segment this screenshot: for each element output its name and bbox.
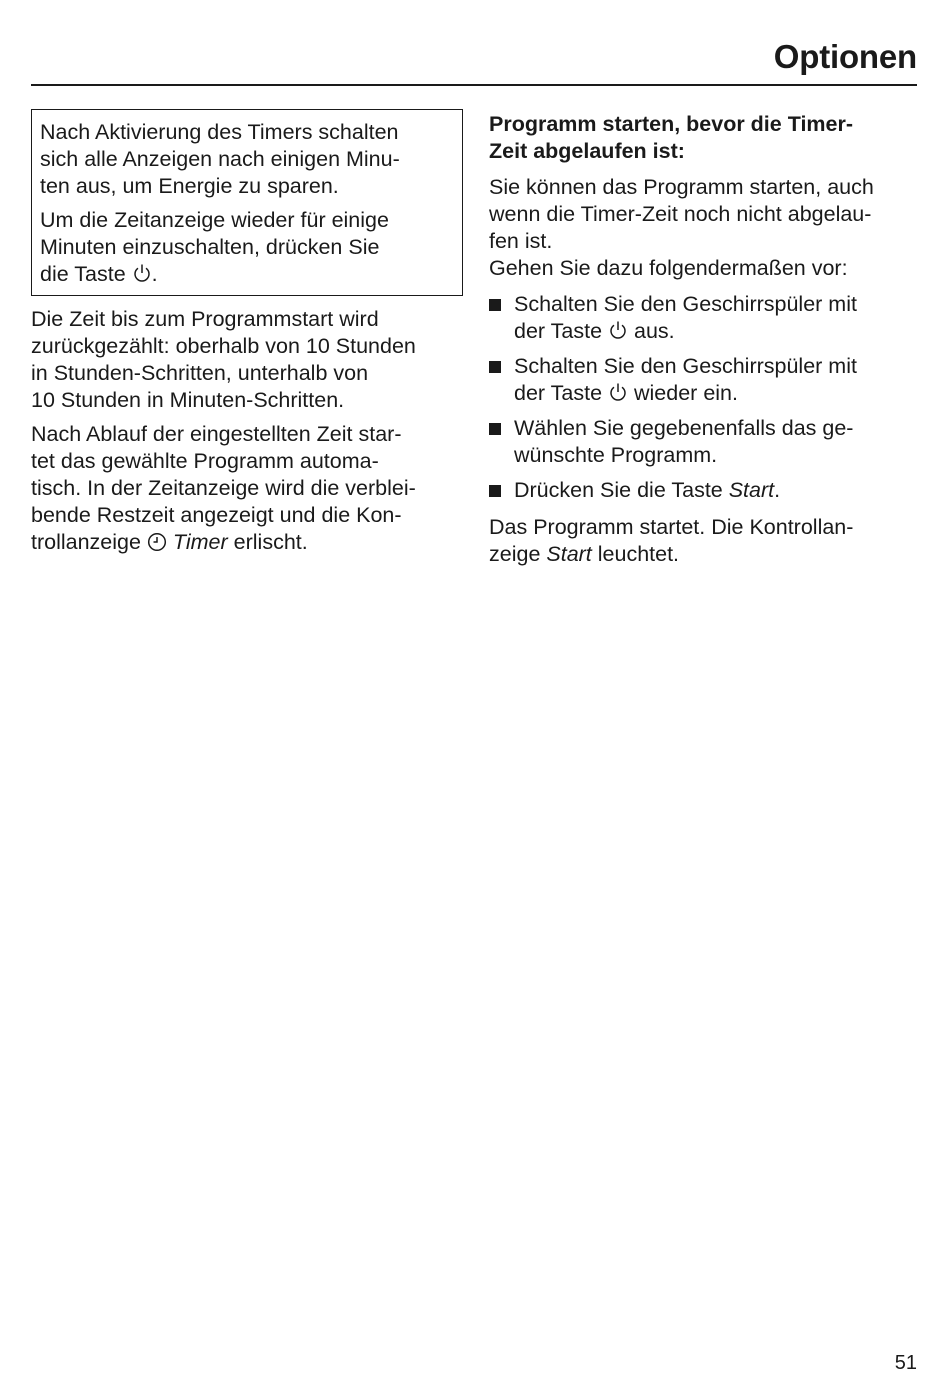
intro-paragraph: Sie können das Programm starten, auch wenn die Timer-Zeit noch nicht abgelau- fen ist. bbox=[489, 175, 874, 253]
bullet-square-icon bbox=[489, 361, 501, 373]
autostart-paragraph-text: Nach Ablauf der eingestellten Zeit star- tet das gewählte Programm automa- tisch. In der Zeitanzeige wird die verblei- bende Restzeit angezeigt und die Kon- trollanzeige bbox=[31, 422, 416, 554]
bullet-square-icon bbox=[489, 299, 501, 311]
list-item bbox=[489, 291, 919, 345]
steps-list bbox=[489, 291, 919, 504]
clock-icon bbox=[147, 530, 167, 552]
list-item bbox=[489, 477, 919, 504]
step-3-text: Wählen Sie gegebenenfalls das ge- wünschte Programm. bbox=[514, 416, 854, 467]
note-paragraph-2-text: Um die Zeitanzeige wieder für einige Minuten einzuschalten, drücken Sie die Taste bbox=[40, 208, 389, 286]
page-title: Optionen bbox=[773, 38, 917, 75]
note-paragraph-2 bbox=[40, 207, 454, 288]
result-paragraph-end: leuchtet. bbox=[591, 542, 680, 566]
list-item bbox=[489, 353, 919, 407]
start-label: Start bbox=[546, 542, 592, 566]
section-heading: Programm starten, bevor die Timer- Zeit abgelaufen ist: bbox=[489, 112, 854, 163]
power-icon bbox=[132, 262, 152, 284]
step-1-text: Schalten Sie den Geschirrspüler mit der Taste bbox=[514, 292, 857, 343]
start-label: Start bbox=[728, 478, 775, 502]
note-paragraph-2-end: . bbox=[151, 262, 158, 286]
timer-label: Timer bbox=[172, 530, 228, 554]
power-icon bbox=[608, 319, 628, 341]
step-4-end: . bbox=[774, 478, 781, 502]
info-note-box bbox=[31, 109, 463, 296]
right-column bbox=[489, 111, 919, 568]
note-paragraph-1: Nach Aktivierung des Timers schalten sich alle Anzeigen nach einigen Minu- ten aus, um Energie zu sparen. bbox=[40, 120, 400, 198]
left-column bbox=[31, 109, 463, 563]
countdown-paragraph: Die Zeit bis zum Programmstart wird zurückgezählt: oberhalb von 10 Stunden in Stunden-Schritten, unterhalb von 10 Stunden in Minuten-Schritten. bbox=[31, 307, 416, 412]
page-number: 51 bbox=[894, 1352, 917, 1374]
bullet-square-icon bbox=[489, 423, 501, 435]
title-divider bbox=[31, 84, 917, 86]
result-paragraph bbox=[489, 514, 919, 568]
autostart-paragraph bbox=[31, 421, 463, 556]
result-paragraph-text: Das Programm startet. Die Kontrollan- zeige bbox=[489, 515, 854, 566]
step-1-end: aus. bbox=[628, 319, 675, 343]
bullet-square-icon bbox=[489, 485, 501, 497]
autostart-paragraph-end: erlischt. bbox=[227, 530, 308, 554]
instruction-line: Gehen Sie dazu folgendermaßen vor: bbox=[489, 256, 848, 280]
step-4-text: Drücken Sie die Taste bbox=[514, 478, 729, 502]
step-2-end: wieder ein. bbox=[628, 381, 738, 405]
power-icon bbox=[608, 381, 628, 403]
step-2-text: Schalten Sie den Geschirrspüler mit der Taste bbox=[514, 354, 857, 405]
list-item bbox=[489, 415, 919, 469]
